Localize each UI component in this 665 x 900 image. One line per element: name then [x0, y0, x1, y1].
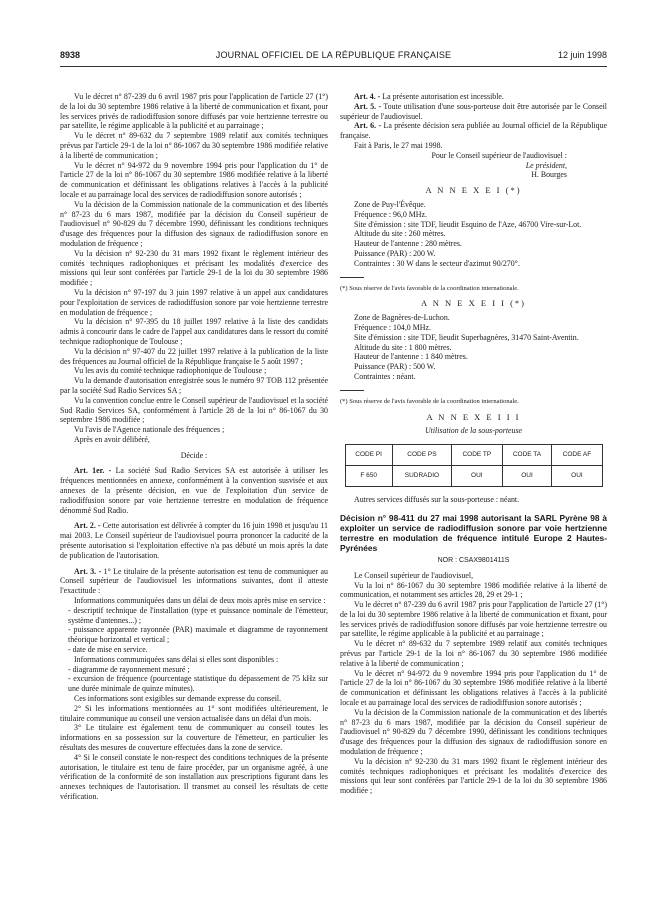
annex-line: Autres services diffusés sur la sous-porteuse : néant.: [354, 495, 520, 505]
paragraph: 3° Le titulaire est également tenu de communiquer au conseil toutes les informations en sa possession sur la couverture de l'émetteur, en particulier les résultats des mesures de couverture effectuées dans la zone de service.: [60, 723, 328, 752]
paragraph: Vu le décret n° 89-632 du 7 septembre 1989 relatif aux comités techniques prévus par l'article 29-1 de la loi n° 86-1067 du 30 septembre 1986 modifiée relative à la liberté de communication ;: [60, 131, 328, 160]
article-label: Art. 1er. -: [74, 466, 112, 476]
table-header-cell: CODE TA: [502, 445, 552, 466]
annex-line: Zone de Bagnères-de-Luchon.: [354, 313, 450, 323]
article-4: [340, 92, 607, 102]
running-header: [60, 50, 607, 64]
signature-date: Fait à Paris, le 27 mai 1998.: [354, 140, 443, 150]
footnote: (*) Sous réserve de l'avis favorable de la coordination internationale.: [340, 284, 519, 292]
list-item: - excursion de fréquence (pourcentage statistique du dépassement de 75 kHz sur une durée minimale de quinze minutes).: [68, 674, 328, 694]
paragraph: Informations communiquées sans délai si elles sont disponibles :: [74, 654, 279, 664]
article-1: [60, 466, 328, 515]
paragraph: Informations communiquées dans un délai de deux mois après mise en service :: [74, 596, 326, 606]
article-label: Art. 4. -: [354, 92, 381, 101]
table-header-cell: CODE PS: [392, 445, 451, 466]
article-text: La société Sud Radio Services SA est autorisée à utiliser les fréquences mentionnées en annexe, conformément à la convention susvisée et aux annexes de la présente décision, en vue de l'exploitation d'un service de radiodiffusion sonore par voie hertzienne terrestre en modulation de fréquence dénommé Sud Radio.: [60, 466, 328, 515]
article-text: La présente autorisation est incessible.: [380, 92, 504, 101]
paragraph: Vu la décision n° 92-230 du 31 mars 1992 fixant le règlement intérieur des comités techniques radiophoniques et précisant les modalités d'exercice des missions qui leur sont conférées par l'article 29-1 de la loi du 30 septembre 1986 modifiée ;: [60, 248, 328, 288]
article-text: La présente décision sera publiée au Journal officiel de la République française.: [340, 121, 608, 141]
paragraph: Vu l'avis de l'Agence nationale des fréquences ;: [74, 425, 225, 435]
paragraph: Vu la décision de la Commission nationale de la communication et des libertés n° 87-23 du 6 mars 1987, modifiée par la décision du Conseil supérieur de l'audiovisuel n° 90-829 du 7 décembre 1990, définissant les conditions techniques d'usage des fréquences pour la diffusion des signaux de radiodiffusion sonore en modulation de fréquence ;: [340, 707, 607, 757]
paragraph: Vu la convention conclue entre le Conseil supérieur de l'audiovisuel et la société Sud Radio Services SA, conformément à l'article 28 de la loi n° 86-1067 du 30 septembre 1986 modifiée ;: [60, 395, 328, 425]
paragraph: Vu les avis du comité technique radiophonique de Toulouse ;: [74, 366, 267, 376]
list-item: - diagramme de rayonnement mesuré ;: [68, 664, 190, 674]
paragraph: Vu le décret n° 87-239 du 6 avril 1987 pris pour l'application de l'article 27 (1°) de la loi du 30 septembre 1986 relative à la liberté de communication et fixant, pour les services privés de radiodiffusion sonore diffusés par voie hertzienne terrestre ou par satellite, le régime applicable à la publicité et au parrainage ;: [340, 600, 607, 639]
footnote-rule: [340, 390, 364, 391]
table-cell: OUI: [452, 466, 503, 487]
annex-line: Puissance (PAR) : 500 W.: [354, 362, 436, 372]
annex-2-heading: A N N E X E I I (*): [420, 298, 527, 309]
annex-1-heading: A N N E X E I (*): [425, 185, 522, 196]
list-item: - descriptif technique de l'installation (type et puissance nominale de l'émetteur, système d'antennes...) ;: [68, 605, 328, 625]
table-cell: OUI: [502, 466, 552, 487]
table-cell: OUI: [552, 466, 602, 487]
article-label: Art. 6. -: [354, 121, 382, 131]
article-label: Art. 3. -: [74, 566, 102, 576]
issue-date: 12 juin 1998: [557, 50, 607, 60]
subcarrier-table: [345, 444, 603, 487]
paragraph: Vu la décision n° 97-197 du 3 juin 1997 relative à un appel aux candidatures pour l'exploitation de services de radiodiffusion sonore par voie hertzienne terrestre en modulation de fréquence ;: [60, 287, 328, 317]
page-number: 8938: [60, 50, 81, 60]
right-column: [340, 92, 607, 796]
article-6: [340, 121, 607, 141]
paragraph: Vu la demande d'autorisation enregistrée sous le numéro 97 TOB 112 présentée par la société Sud Radio Services SA ;: [60, 376, 328, 395]
list-item: - date de mise en service.: [68, 645, 148, 655]
annex-line: Fréquence : 96,0 MHz.: [354, 209, 427, 219]
article-text: Cette autorisation est délivrée à compter du 16 juin 1998 et jusqu'au 11 mai 2003. Le Conseil supérieur de l'audiovisuel pourra prononcer la caducité de la présente autorisation si l'exploitation effective n'a pas débuté un mois après la date de publication de l'autorisation.: [60, 521, 328, 560]
article-text: Toute utilisation d'une sous-porteuse doit être autorisée par le Conseil supérieur de l'audiovisuel.: [340, 101, 607, 121]
article-label: Art. 5. -: [354, 101, 382, 111]
paragraph: 2° Si les informations mentionnées au 1° sont modifiées ultérieurement, le titulaire communique au conseil une version actualisée dans un délai d'un mois.: [60, 703, 328, 723]
footnote: (*) Sous réserve de l'avis favorable de la coordination internationale.: [340, 397, 519, 405]
table-row: [345, 466, 602, 487]
table-cell: SUDRADIO: [392, 466, 451, 487]
annex-line: Altitude du site : 1 800 mètres.: [354, 342, 452, 352]
paragraph: Vu la loi n° 86-1067 du 30 septembre 1986 modifiée relative à la liberté de communication, et notamment ses articles 28, 29 et 29-1 ;: [340, 580, 607, 600]
journal-title: JOURNAL OFFICIEL DE LA RÉPUBLIQUE FRANÇAISE: [215, 50, 452, 60]
paragraph: Vu le décret n° 87-239 du 6 avril 1987 pris pour l'application de l'article 27 (1°) de la loi du 30 septembre 1986 relative à la liberté de communication et fixant, pour les services privés de radiodiffusion sonore diffusés par voie hertzienne terrestre ou par satellite, le régime applicable à la publicité et au parrainage ;: [60, 92, 328, 131]
annex-line: Zone de Puy-l'Évêque.: [354, 199, 426, 209]
annex-line: Puissance (PAR) : 200 W.: [354, 248, 436, 258]
paragraph: Vu la décision de la Commission nationale de la communication et des libertés n° 87-23 du 6 mars 1987, modifiée par la décision du Conseil supérieur de l'audiovisuel n° 90-829 du 7 décembre 1990, définissant les conditions techniques d'usage des fréquences pour la diffusion des signaux de radiodiffusion sonore en modulation de fréquence ;: [60, 199, 328, 248]
annex-line: Altitude du site : 260 mètres.: [354, 229, 446, 239]
paragraph: Vu la décision n° 92-230 du 31 mars 1992 fixant le règlement intérieur des comités techniques radiophoniques et précisant les modalités d'exercice des missions qui leur sont conférées par l'article 29-1 de la loi du 30 septembre 1986 modifiée ;: [340, 756, 607, 796]
signature-title: Le président,: [525, 160, 567, 170]
paragraph: Vu le décret n° 89-632 du 7 septembre 1989 relatif aux comités techniques prévus par l'article 29-1 de la loi n° 86-1067 du 30 septembre 1986 modifiée relative à la liberté de communication ;: [340, 639, 607, 668]
list-item: - puissance apparente rayonnée (PAR) maximale et diagramme de rayonnement théorique horizontal et vertical ;: [68, 625, 328, 645]
article-2: [60, 521, 328, 560]
paragraph: Ces informations sont exigibles sur demande expresse du conseil.: [74, 694, 282, 704]
paragraph: Vu le décret n° 94-972 du 9 novembre 1994 pris pour l'application du 1° de l'article 27 de la loi n° 86-1067 du 30 septembre 1986 modifiée relative à la liberté de communication et définissant les obligations relatives à l'accès à la publicité locale et au parrainage local des services de radiodiffusion sonore autorisés ;: [60, 160, 328, 199]
annex-line: Fréquence : 104,0 MHz.: [354, 322, 431, 332]
paragraph: Vu la décision n° 97-395 du 18 juillet 1997 relative à la liste des candidats admis à concourir dans le cadre de l'appel aux candidatures dans le ressort du comité technique radiophonique de Toulouse ;: [60, 317, 328, 346]
paragraph: Le Conseil supérieur de l'audiovisuel,: [354, 570, 474, 580]
annex-3-subtitle: Utilisation de la sous-porteuse: [424, 426, 523, 436]
table-header-cell: CODE AF: [552, 445, 602, 466]
article-label: Art. 2. -: [74, 521, 101, 531]
annex-line: Hauteur de l'antenne : 1 840 mètres.: [354, 352, 468, 362]
footnote-rule: [340, 277, 364, 278]
nor-reference: NOR : CSAX9801411S: [437, 556, 510, 564]
decision-title: Décision n° 98-411 du 27 mai 1998 autorisant la SARL Pyrène 98 à exploiter un service de radiodiffusion sonore par voie hertzienne terrestre en modulation de fréquence intitulé Europe 2 Hautes-Pyrénées: [340, 512, 607, 553]
table-header-cell: CODE PI: [345, 445, 392, 466]
left-column: [60, 92, 328, 802]
header-rule: [60, 66, 607, 67]
article-3: [60, 567, 328, 596]
annex-line: Site d'émission : site TDF, lieudit Esquino de l'Aze, 46700 Vire-sur-Lot.: [354, 219, 582, 229]
decide-heading: Décide :: [180, 450, 208, 460]
article-text: 1° Le titulaire de la présente autorisation est tenu de communiquer au Conseil supérieur de l'audiovisuel les informations suivantes, dont il atteste l'exactitude :: [60, 566, 329, 596]
annex-line: Site d'émission : site TDF, lieudit Superbagnères, 31470 Saint-Aventin.: [354, 332, 579, 342]
paragraph: Vu la décision n° 97-407 du 22 juillet 1997 relative à la publication de la liste des fréquences au Journal officiel de la République française le 5 août 1997 ;: [60, 346, 328, 366]
annex-line: Contraintes : néant.: [354, 371, 416, 381]
paragraph: Après en avoir délibéré,: [74, 434, 150, 444]
signature-authority: Pour le Conseil supérieur de l'audiovisuel :: [431, 150, 567, 160]
paragraph: 4° Si le conseil constate le non-respect des conditions techniques de la présente autorisation, le titulaire est tenu de faire procéder, par un organisme agréé, à une vérification de la conformité de son installation aux prescriptions figurant dans les annexes techniques de l'autorisation. Il transmet au conseil les résultats de cette vérification.: [60, 752, 328, 801]
annex-line: Contraintes : 30 W dans le secteur d'azimut 90/270°.: [354, 258, 520, 268]
table-cell: F 650: [345, 466, 392, 487]
table-header-cell: CODE TP: [452, 445, 503, 466]
table-header-row: [345, 445, 602, 466]
paragraph: Vu le décret n° 94-972 du 9 novembre 1994 pris pour l'application du 1° de l'article 27 de la loi n° 86-1067 du 30 septembre 1986 modifiée relative à la liberté de communication et définissant les obligations relatives à l'accès à la publicité locale et au parrainage local des services de radiodiffusion sonore autorisés ;: [340, 668, 607, 708]
annex-line: Hauteur de l'antenne : 280 mètres.: [354, 239, 462, 249]
annex-3-heading: A N N E X E I I I: [426, 411, 521, 422]
signature-name: H. Bourges: [531, 170, 567, 180]
article-5: [340, 102, 607, 122]
